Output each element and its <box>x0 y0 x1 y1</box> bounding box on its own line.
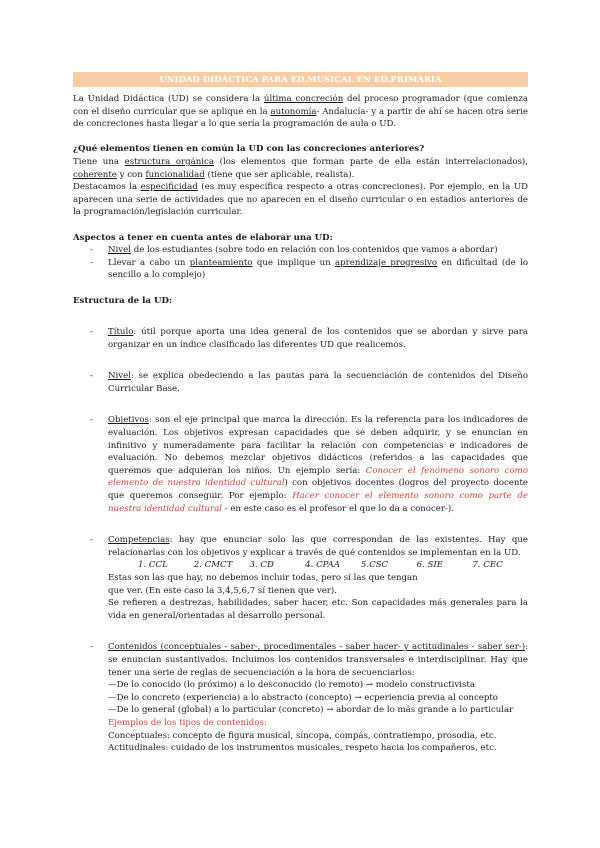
objetivos-text-2: ) con objetivos docentes (logros del proyecto docente que queremos conseguir. Por ejemplo: <box>108 478 528 502</box>
q-underline-1: estructura orgánica <box>124 156 214 167</box>
q-text-6: (es muy específica respecto a otras concreciones). Por ejemplo, en la UD aparecen una serie de actividades que no aparecen en el diseño curricular o en estadios anteriores de la programación/legislación curricular. <box>73 182 528 218</box>
q-underline-5: especificidad <box>140 182 198 193</box>
contenidos-text: : se enuncian sustantivados. Incluimos los contenidos transversales e interdisciplinar. Hay que tener una serie de reglas de secuenciación a la hora de secuenciarlos: <box>108 642 528 678</box>
q-text-5: Destacamos la <box>73 182 141 193</box>
objetivos-text-3: - en este caso es el profesor el que lo da a conocer-). <box>221 503 454 514</box>
competencia-item: 7. CEC <box>472 560 503 571</box>
contenidos-rule-3: —De lo general (global) a lo particular (concreto) → abordar de lo más grande a lo particular <box>108 705 514 716</box>
aspects-item-1-text: de los estudiantes (sobre todo en relación con los contenidos que vamos a abordar) <box>130 245 498 256</box>
aspects-item-2-text-1: Llevar a cabo un <box>108 257 190 268</box>
contenidos-examples-heading: Ejemplos de los tipos de contenidos: <box>108 717 267 728</box>
nivel-text: : se explica obedeciendo a las pautas para la secuenciación de contenidos del Diseño Curricular Base. <box>108 371 528 394</box>
q-text-1: Tiene una <box>73 156 125 167</box>
intro-underline-1: última concreción <box>263 94 344 104</box>
objetivos-example-2: Hacer conocer el elemento sonoro como parte de nuestra identidad cultural <box>108 491 529 514</box>
structure-item-objetivos <box>73 414 528 515</box>
document-page <box>73 72 528 755</box>
contenidos-example-actitudinal: Actitudinales: cuidado de los instrumentos musicales, respeto hacia los compañeros, etc. <box>108 743 497 754</box>
contenidos-example-conceptual: Conceptuales: concepto de figura musical, síncopa, compás, contratiempo, prosodia, etc. <box>108 730 497 741</box>
contenidos-term: Contenidos (conceptuales - saber-, procedimentales - saber hacer- y actitudinales - saber ser-) <box>108 642 526 653</box>
competencia-item: 3. CD <box>249 560 274 571</box>
aspects-item-planteamiento <box>73 257 528 282</box>
aspects-list <box>73 244 528 282</box>
structure-heading: Estructura de la UD: <box>73 295 173 306</box>
aspects-item-2-term-2: aprendizaje progresivo <box>335 257 438 268</box>
question-paragraph-2 <box>73 181 528 219</box>
intro-text-1: La Unidad Didáctica (UD) se considera la <box>73 94 264 104</box>
competencia-item: 1. CCL <box>138 560 168 571</box>
aspects-item-2-term-1: planteamiento <box>189 257 253 268</box>
competencias-text: : hay que enunciar solo las que correspondan de las existentes. Hay que relacionarlas con los objetivos y explicar a través de qué contenidos se implementan en la UD. <box>108 535 528 558</box>
structure-item-contenidos <box>73 641 528 754</box>
q-underline-3: funcionalidad <box>145 169 205 180</box>
competencias-list <box>108 559 528 572</box>
objetivos-term: Objetivos <box>108 415 149 426</box>
q-text-4: (tiene que ser aplicable, realista). <box>204 169 355 180</box>
q-underline-2: coherente <box>73 169 117 180</box>
structure-item-titulo <box>73 326 528 351</box>
structure-item-competencias <box>73 534 528 622</box>
intro-underline-2: autonomía <box>270 106 317 117</box>
competencia-item: 2. CMCT <box>193 560 233 571</box>
competencias-note-1: Estas son las que hay, no debemos incluir todas, pero sí las que tengan que ver. (En este caso la 3,4,5,6,7 sí tienen que ver). <box>108 573 418 596</box>
aspects-item-2-text-2: que implique un <box>252 257 336 268</box>
objetivos-example-1: Conocer el fenómeno sonoro como elemento de nuestra identidad cultural <box>108 465 528 489</box>
competencia-item: 6. SIE <box>416 560 444 571</box>
aspects-heading: Aspectos a tener en cuenta antes de elaborar una UD: <box>73 232 333 243</box>
q-text-2: (los elementos que forman parte de ella están interrelacionados), <box>213 156 529 167</box>
titulo-term: Título <box>108 327 134 338</box>
structure-item-nivel <box>73 370 528 395</box>
q-text-3: y con <box>116 169 146 180</box>
intro-paragraph <box>73 93 528 131</box>
competencia-item: 4. CPAA <box>305 560 341 571</box>
structure-list <box>73 326 528 755</box>
aspects-item-2-text-3: en dificultad (de lo sencillo a lo complejo) <box>108 257 529 281</box>
titulo-text: : útil porque aporta una idea general de los contenidos que se abordan y sirve para organizar en un índice clasificado las diferentes UD que realicemos. <box>108 327 528 350</box>
aspects-item-1-term: Nivel <box>108 245 131 256</box>
document-title-banner: UNIDAD DIDÁCTICA PARA ED.MUSICAL EN ED.PRIMARIA <box>73 72 528 87</box>
competencia-item: 5.CSC <box>360 560 389 571</box>
question-heading: ¿Qué elementos tienen en común la UD con las concreciones anteriores? <box>73 144 425 155</box>
contenidos-rule-1: —De lo conocido (lo próximo) a lo desconocido (lo remoto) → modelo constructivista <box>108 680 475 691</box>
nivel-term: Nivel <box>108 371 131 382</box>
competencias-note-2: Se refieren a destrezas, habilidades, saber hacer, etc. Son capacidades más generales para la vida en general/orientadas al desarrollo personal. <box>108 598 528 621</box>
intro-text-2: del proceso programador (que comienza con el diseño curricular que se aplique en la <box>73 94 528 117</box>
intro-text-3: - Andalucía- y a partir de ahí se hacen otra serie de concreciones hasta llegar a lo que sería la programación de aula o UD. <box>73 106 529 130</box>
aspects-item-nivel <box>73 244 528 257</box>
objetivos-text-1: : son el eje principal que marca la dirección. Es la referencia para los indicadores de evaluación. Los objetivos expresan capacidades que se deben adquirir, y se enuncian en infinitivo y numeradamente para facilitar la relación con competencias e indicadores de evaluación. No debemos mezclar objetivos didácticos (referidos a las capacidades que queremos que adquieran los niños. Un ejemplo sería: <box>108 415 528 476</box>
contenidos-rule-2: —De lo concreto (experiencia) a lo abstracto (concepto) → ecperiencia previa al concepto <box>108 692 498 703</box>
competencias-term: Competencias <box>108 535 170 546</box>
question-paragraph-1 <box>73 156 528 181</box>
